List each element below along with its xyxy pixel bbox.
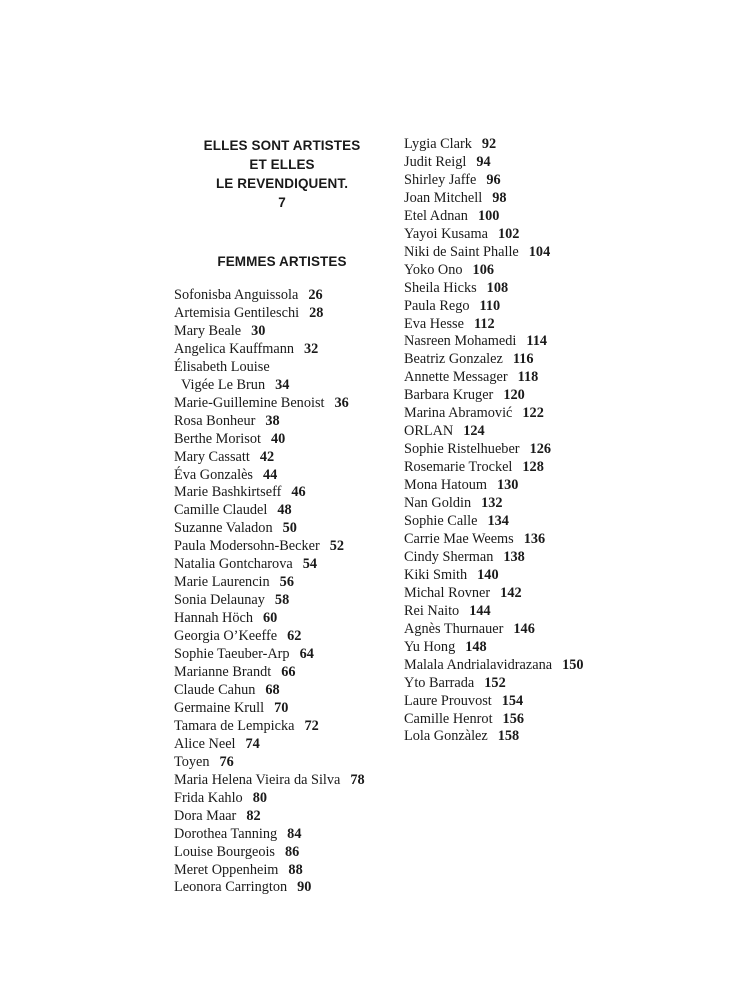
toc-entry: [404, 567, 584, 585]
page-number: 100: [477, 207, 500, 224]
intro-title-line: ELLES SONT ARTISTES: [203, 138, 361, 153]
toc-entry: [174, 682, 365, 700]
page-number: 122: [522, 405, 544, 422]
artist-name: Tamara de Lempicka: [174, 717, 295, 734]
toc-entry: [174, 592, 365, 610]
artist-name: Malala Andrialavidrazana: [404, 656, 553, 673]
page-number: 152: [484, 674, 506, 691]
page-number: 46: [291, 484, 306, 501]
artist-name: Yayoi Kusama: [404, 225, 488, 242]
toc-entry: [404, 190, 584, 208]
artist-name: Mary Beale: [174, 322, 242, 339]
artist-name: Angelica Kauffmann: [174, 340, 295, 357]
artist-name: Louise Bourgeois: [174, 843, 275, 860]
toc-entry: [174, 628, 365, 646]
artist-name: Michal Rovner: [404, 584, 491, 601]
artist-name: Beatriz Gonzalez: [404, 351, 503, 368]
page-number: 106: [472, 261, 494, 278]
toc-entry: [404, 405, 584, 423]
artist-name: Maria Helena Vieira da Silva: [174, 771, 341, 788]
page-number: 132: [481, 495, 503, 512]
page-number: 94: [476, 153, 491, 170]
page-number: 158: [497, 728, 520, 745]
artist-name: Sofonisba Anguissola: [174, 287, 299, 303]
page-number: 76: [219, 753, 234, 770]
toc-entry: [174, 449, 365, 467]
page-number: 64: [299, 646, 314, 663]
page-number: 138: [503, 548, 525, 565]
toc-entry: [174, 736, 365, 754]
artist-name: Barbara Kruger: [404, 387, 494, 404]
toc-entry: [174, 467, 365, 485]
page-number: 74: [245, 735, 260, 752]
artist-name: Germaine Krull: [174, 699, 265, 716]
artist-name: Marie Bashkirtseff: [174, 484, 282, 501]
artist-name: Marie Laurencin: [174, 574, 270, 591]
page-number: 130: [497, 477, 519, 494]
page-number: 34: [275, 376, 290, 393]
artist-name: Berthe Morisot: [174, 430, 261, 447]
toc-right-column: [404, 136, 584, 746]
page-number: 150: [562, 656, 584, 673]
toc-entry: [174, 718, 365, 736]
toc-entry: [174, 359, 365, 377]
page-number: 38: [265, 412, 280, 429]
artist-name: Claude Cahun: [174, 681, 256, 698]
toc-entry: [174, 844, 365, 862]
toc-entry: [404, 621, 584, 639]
toc-entry: [174, 287, 365, 305]
page-number: 86: [285, 843, 300, 860]
artist-name: Joan Mitchell: [404, 189, 483, 206]
page-number: 82: [246, 807, 261, 824]
toc-entry: [404, 226, 584, 244]
toc-entry: [174, 484, 365, 502]
toc-entry: [174, 808, 365, 826]
page-number: 110: [479, 297, 501, 314]
intro-title-line: LE REVENDIQUENT.: [215, 176, 349, 191]
artist-name: Annette Messager: [404, 369, 508, 386]
page-number: 30: [251, 322, 266, 339]
toc-entry: [404, 585, 584, 603]
toc-entry: [404, 172, 584, 190]
artist-name: Georgia O’Keeffe: [174, 628, 278, 645]
toc-entry: [174, 395, 365, 413]
artist-name: Rosemarie Trockel: [404, 459, 513, 476]
page-number: 124: [463, 423, 485, 440]
toc-entry: [404, 423, 584, 441]
artist-name: Kiki Smith: [404, 566, 468, 583]
toc-entry: [174, 520, 365, 538]
artist-name: Dorothea Tanning: [174, 825, 278, 842]
page-number: 144: [469, 602, 491, 619]
intro-title-line: ET ELLES: [249, 157, 315, 172]
artist-name: Sophie Ristelhueber: [404, 441, 520, 458]
toc-entry: [174, 754, 365, 772]
toc-entry: [404, 136, 584, 154]
toc-entry: [404, 369, 584, 387]
toc-entry: [404, 244, 584, 262]
page-number: 26: [308, 287, 323, 303]
page-number: 78: [350, 771, 365, 788]
artist-name: Sonia Delaunay: [174, 592, 265, 609]
artist-name: Nan Goldin: [404, 495, 472, 512]
toc-entry: [404, 639, 584, 657]
artist-name: Frida Kahlo: [174, 789, 243, 806]
section-heading: [172, 252, 392, 271]
page-number: 128: [522, 459, 544, 476]
page-number: 54: [302, 556, 317, 573]
artist-name: Suzanne Valadon: [174, 520, 273, 537]
toc-entry: [404, 280, 584, 298]
page-number: 120: [503, 387, 525, 404]
toc-entry: [174, 502, 365, 520]
toc-entry: [404, 387, 584, 405]
page-number: 80: [252, 789, 267, 806]
page-number: 42: [259, 448, 275, 465]
page-number: 104: [528, 243, 551, 260]
page-number: 66: [281, 664, 296, 681]
page-number: 134: [487, 513, 509, 530]
toc-entry: [174, 826, 365, 844]
artist-name: Meret Oppenheim: [174, 861, 279, 878]
toc-entry: [174, 538, 365, 556]
toc-entry: [404, 728, 584, 746]
artist-name: Mary Cassatt: [174, 448, 250, 465]
toc-entry: [174, 556, 365, 574]
artist-name: Toyen: [174, 753, 210, 770]
artist-name: Artemisia Gentileschi: [174, 304, 300, 321]
artist-name: Vigée Le Brun: [181, 376, 266, 393]
artist-name: Laure Prouvost: [404, 692, 492, 709]
artist-name: Yu Hong: [404, 638, 456, 655]
toc-entry: [404, 549, 584, 567]
artist-name: Mona Hatoum: [404, 477, 487, 494]
toc-entry: [174, 574, 365, 592]
page-number: 52: [329, 538, 345, 555]
page-number: 68: [265, 681, 280, 698]
page-number: 90: [297, 879, 312, 896]
toc-entry: [404, 441, 584, 459]
artist-name: Rei Naito: [404, 602, 460, 619]
artist-name: Niki de Saint Phalle: [404, 243, 519, 260]
page-number: 148: [465, 638, 487, 655]
artist-name: Carrie Mae Weems: [404, 530, 514, 547]
toc-left-column: [174, 287, 365, 897]
page-number: 32: [304, 340, 319, 357]
page-number: 140: [477, 566, 499, 583]
artist-name: Marina Abramović: [404, 405, 513, 422]
toc-entry: [404, 262, 584, 280]
artist-name: Yto Barrada: [404, 674, 475, 691]
toc-entry: [404, 531, 584, 549]
artist-name: Eva Hesse: [404, 315, 464, 332]
artist-name: Lygia Clark: [404, 136, 472, 152]
artist-name: Sheila Hicks: [404, 279, 477, 296]
page-number: 102: [497, 225, 520, 242]
toc-entry: [174, 377, 365, 395]
page-number: 126: [529, 441, 552, 458]
toc-entry: [404, 513, 584, 531]
page-number: 142: [500, 584, 522, 601]
artist-name: Sophie Taeuber-Arp: [174, 646, 290, 663]
artist-name: Lola Gonzàlez: [404, 728, 488, 745]
toc-entry: [404, 603, 584, 621]
page-number: 156: [502, 710, 524, 727]
page-number: 50: [282, 520, 297, 537]
artist-name: Élisabeth Louise: [174, 358, 270, 375]
toc-entry: [404, 477, 584, 495]
artist-name: Hannah Höch: [174, 610, 254, 627]
page-number: 114: [526, 333, 548, 350]
toc-entry: [174, 323, 365, 341]
artist-name: Camille Claudel: [174, 502, 268, 519]
toc-entry: [174, 700, 365, 718]
page-number: 116: [512, 351, 534, 368]
page-number: 60: [263, 610, 278, 627]
page-number: 98: [492, 189, 507, 206]
artist-name: Rosa Bonheur: [174, 412, 256, 429]
toc-entry: [174, 610, 365, 628]
toc-entry: [174, 664, 365, 682]
toc-entry: [174, 413, 365, 431]
toc-entry: [404, 316, 584, 334]
page-number: 108: [486, 279, 509, 296]
artist-name: Paula Modersohn-Becker: [174, 538, 320, 555]
page-number: 88: [288, 861, 303, 878]
page-number: 40: [270, 430, 286, 447]
artist-name: Natalia Gontcharova: [174, 556, 293, 573]
toc-entry: [174, 862, 365, 880]
page-number: 44: [263, 466, 278, 483]
toc-entry: [174, 305, 365, 323]
page-number: 136: [523, 530, 546, 547]
page-number: 118: [517, 369, 539, 386]
artist-name: Camille Henrot: [404, 710, 493, 727]
page-number: 36: [334, 394, 349, 411]
toc-entry: [404, 351, 584, 369]
toc-entry: [174, 431, 365, 449]
toc-entry: [174, 772, 365, 790]
intro-page-number: 7: [278, 195, 286, 210]
artist-name: Agnès Thurnauer: [404, 620, 504, 637]
section-title: FEMMES ARTISTES: [217, 254, 347, 269]
toc-entry: [404, 298, 584, 316]
page-number: 154: [501, 692, 524, 709]
toc-entry: [404, 208, 584, 226]
toc-entry: [404, 154, 584, 172]
page-number: 146: [513, 620, 535, 637]
artist-name: Sophie Calle: [404, 513, 478, 530]
toc-entry: [174, 879, 365, 897]
page-number: 112: [473, 315, 495, 332]
artist-name: Dora Maar: [174, 807, 237, 824]
page-number: 92: [481, 136, 497, 152]
artist-name: ORLAN: [404, 423, 454, 440]
artist-name: Etel Adnan: [404, 207, 468, 224]
artist-name: Leonora Carrington: [174, 879, 288, 896]
page-number: 70: [274, 699, 289, 716]
toc-entry: [404, 711, 584, 729]
page-number: 28: [309, 304, 324, 321]
toc-entry: [404, 495, 584, 513]
toc-entry: [174, 646, 365, 664]
toc-entry: [404, 693, 584, 711]
toc-entry: [404, 675, 584, 693]
artist-name: Shirley Jaffe: [404, 171, 477, 188]
toc-entry: [174, 341, 365, 359]
artist-name: Yoko Ono: [404, 261, 463, 278]
page-number: 58: [274, 592, 290, 609]
artist-name: Marianne Brandt: [174, 664, 272, 681]
page-number: 48: [277, 502, 292, 519]
toc-entry: [404, 459, 584, 477]
artist-name: Judit Reigl: [404, 153, 467, 170]
artist-name: Nasreen Mohamedi: [404, 333, 517, 350]
artist-name: Alice Neel: [174, 735, 236, 752]
artist-name: Paula Rego: [404, 297, 470, 314]
toc-entry: [404, 333, 584, 351]
page-number: 56: [279, 574, 294, 591]
page-number: 62: [287, 628, 302, 645]
page-number: 84: [287, 825, 302, 842]
toc-entry: [404, 657, 584, 675]
artist-name: Marie-Guillemine Benoist: [174, 394, 325, 411]
artist-name: Éva Gonzalès: [174, 466, 253, 483]
page-number: 96: [486, 171, 501, 188]
toc-entry: [174, 790, 365, 808]
intro-heading: [172, 136, 392, 212]
page-number: 72: [304, 717, 319, 734]
artist-name: Cindy Sherman: [404, 548, 494, 565]
